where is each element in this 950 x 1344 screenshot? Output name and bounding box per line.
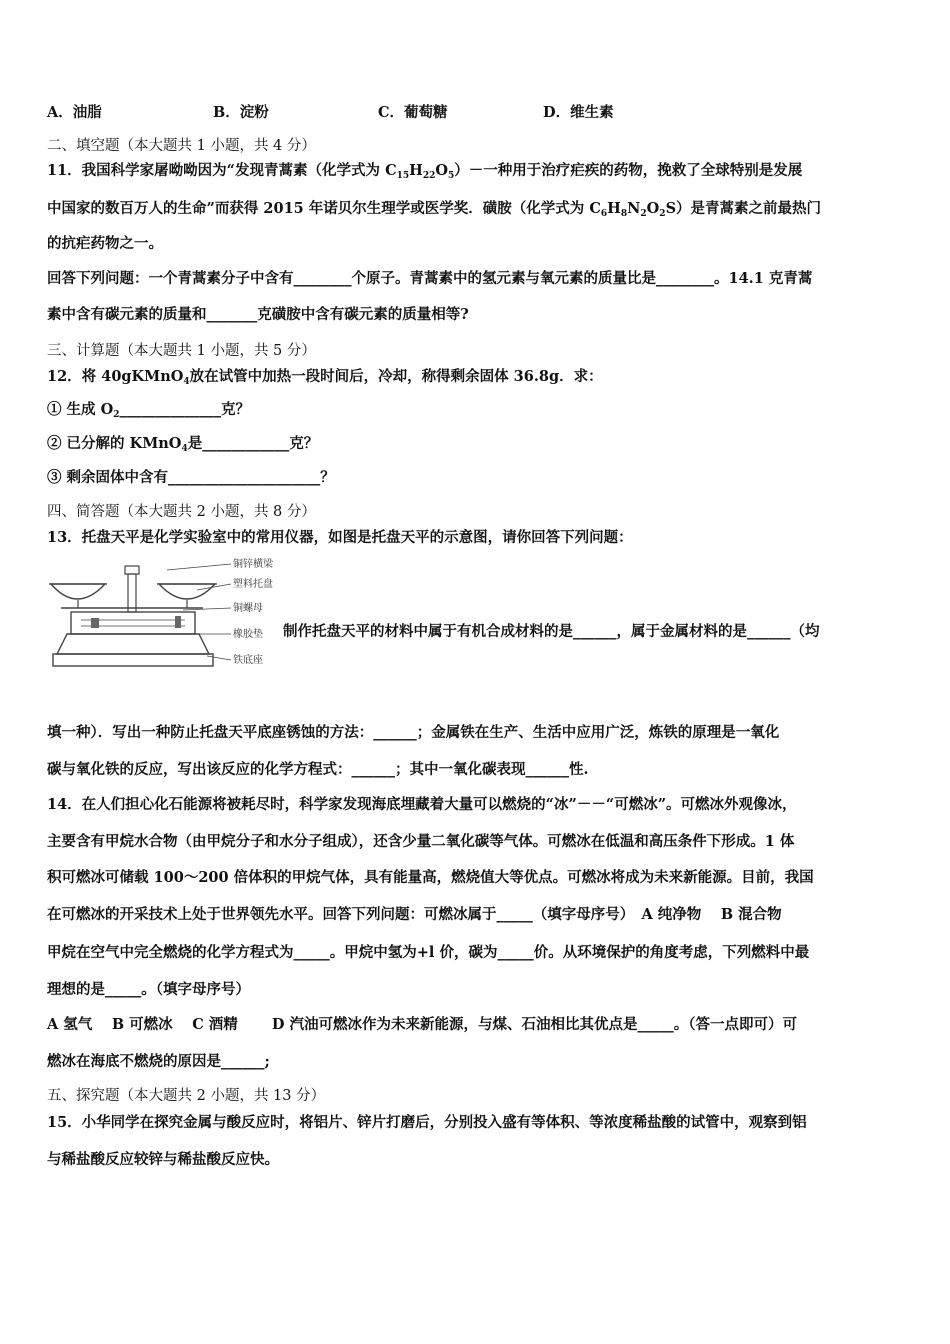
- label-beam: 铜锌横梁: [233, 559, 273, 570]
- q14-line-1: 14．在人们担心化石能源将被耗尽时，科学家发现海底埋藏着大量可以燃烧的“冰”－－“可燃冰”。可燃冰外观像冰，: [47, 796, 797, 813]
- q11-line-1: 11．我国科学家屠呦呦因为“发现青蒿素（化学式为 $C_{15}H_{22}O_5)-$一种用于治疗疟疾的药物，挽救了全球特别是发展: [47, 162, 803, 181]
- q11-line-3: 的抗疟药物之一。: [47, 235, 163, 252]
- q11-line-4: 回答下列问题：一个青蒿素分子中含有________个原子。青蒿素中的氢元素与氧元素的质量比是________。14.1 克青蒿: [47, 270, 813, 287]
- q13-line-4: 碳与氧化铁的反应，写出该反应的化学方程式：______；其中一氧化碳表现______性.: [47, 761, 589, 778]
- q12-line-2: ① 生成 $O_2\_\_\_\_\_\_\_\_\_\_\_\_\_\_$克？: [47, 401, 250, 420]
- q14-line-7: A 氢气 B 可燃冰 C 酒精 D 汽油可燃冰作为未来新能源，与煤、石油相比其优点是_____。（答一点即可）可: [47, 1016, 797, 1033]
- section-heading-explore: 五、探究题（本大题共 2 小题，共 13 分）: [47, 1088, 326, 1104]
- right-pan: [159, 584, 215, 599]
- q14-line-2: 主要含有甲烷水合物（由甲烷分子和水分子组成），还含少量二氧化碳等气体。可燃冰在低温和高压条件下形成。1 体: [47, 833, 795, 850]
- label-pad: 橡胶垫: [233, 629, 263, 640]
- q13-line-1: 13．托盘天平是化学实验室中的常用仪器，如图是托盘天平的示意图，请你回答下列问题：: [47, 529, 633, 546]
- q13-line-2: 制作托盘天平的材料中属于有机合成材料的是______，属于金属材料的是______（均: [283, 623, 820, 640]
- q14-line-4: 在可燃冰的开采技术上处于世界领先水平。回答下列问题：可燃冰属于_____（填字母序号） A 纯净物 B 混合物: [47, 906, 782, 923]
- q13-line-3: 填一种）．写出一种防止托盘天平底座锈蚀的方法：______；金属铁在生产、生活中应用广泛，炼铁的原理是一氧化: [47, 724, 780, 741]
- q15-line-2: 与稀盐酸反应较锌与稀盐酸反应快。: [47, 1151, 279, 1168]
- q14-line-6: 理想的是_____。（填字母序号）: [47, 981, 250, 998]
- q15-line-1: 15．小华同学在探究金属与酸反应时，将铝片、锌片打磨后，分别投入盛有等体积、等浓度稀盐酸的试管中，观察到铝: [47, 1114, 807, 1131]
- option-d: D．维生素: [543, 104, 614, 121]
- base: [57, 634, 209, 654]
- q14-line-3: 积可燃冰可储载 100～200 倍体积的甲烷气体，具有能量高，燃烧值大等优点。可燃冰将成为未来新能源。目前，我国: [47, 869, 814, 886]
- q12-line-3: ② 已分解的 KMnO$_4$是____________克？: [47, 435, 319, 454]
- balance-figure: [47, 556, 287, 676]
- label-base: 铁底座: [233, 655, 263, 666]
- section-heading-calc: 三、计算题（本大题共 1 小题，共 5 分）: [47, 343, 316, 359]
- q11-line-2: 中国家的数百万人的生命”而获得 2015 年诺贝尔生理学或医学奖．磺胺（化学式为 $C_6H_8N_2O_2S$）是青蒿素之前最热门: [47, 200, 822, 219]
- q12-line-4: ③ 剩余固体中含有_____________________？: [47, 469, 335, 486]
- section-heading-fill: 二、填空题（本大题共 1 小题，共 4 分）: [47, 138, 316, 154]
- section-heading-short-answer: 四、简答题（本大题共 2 小题，共 8 分）: [47, 504, 316, 520]
- label-nut: 铜螺母: [233, 603, 263, 614]
- option-c: C．葡萄糖: [378, 104, 448, 121]
- q12-line-1: 12．将 40gKMnO$_4$放在试管中加热一段时间后，冷却，称得剩余固体 36.8g．求：: [47, 368, 603, 387]
- q11-line-5: 素中含有碳元素的质量和_______克磺胺中含有碳元素的质量相等?: [47, 306, 469, 323]
- q14-line-8: 燃冰在海底不燃烧的原因是______;: [47, 1053, 270, 1070]
- q14-line-5: 甲烷在空气中完全燃烧的化学方程式为_____。甲烷中氢为+l 价，碳为_____价。从环境保护的角度考虑，下列燃料中最: [47, 944, 810, 961]
- option-b: B．淀粉: [213, 104, 269, 121]
- label-tray: 塑料托盘: [233, 579, 273, 590]
- left-pan: [51, 584, 105, 599]
- option-a: A．油脂: [47, 104, 102, 121]
